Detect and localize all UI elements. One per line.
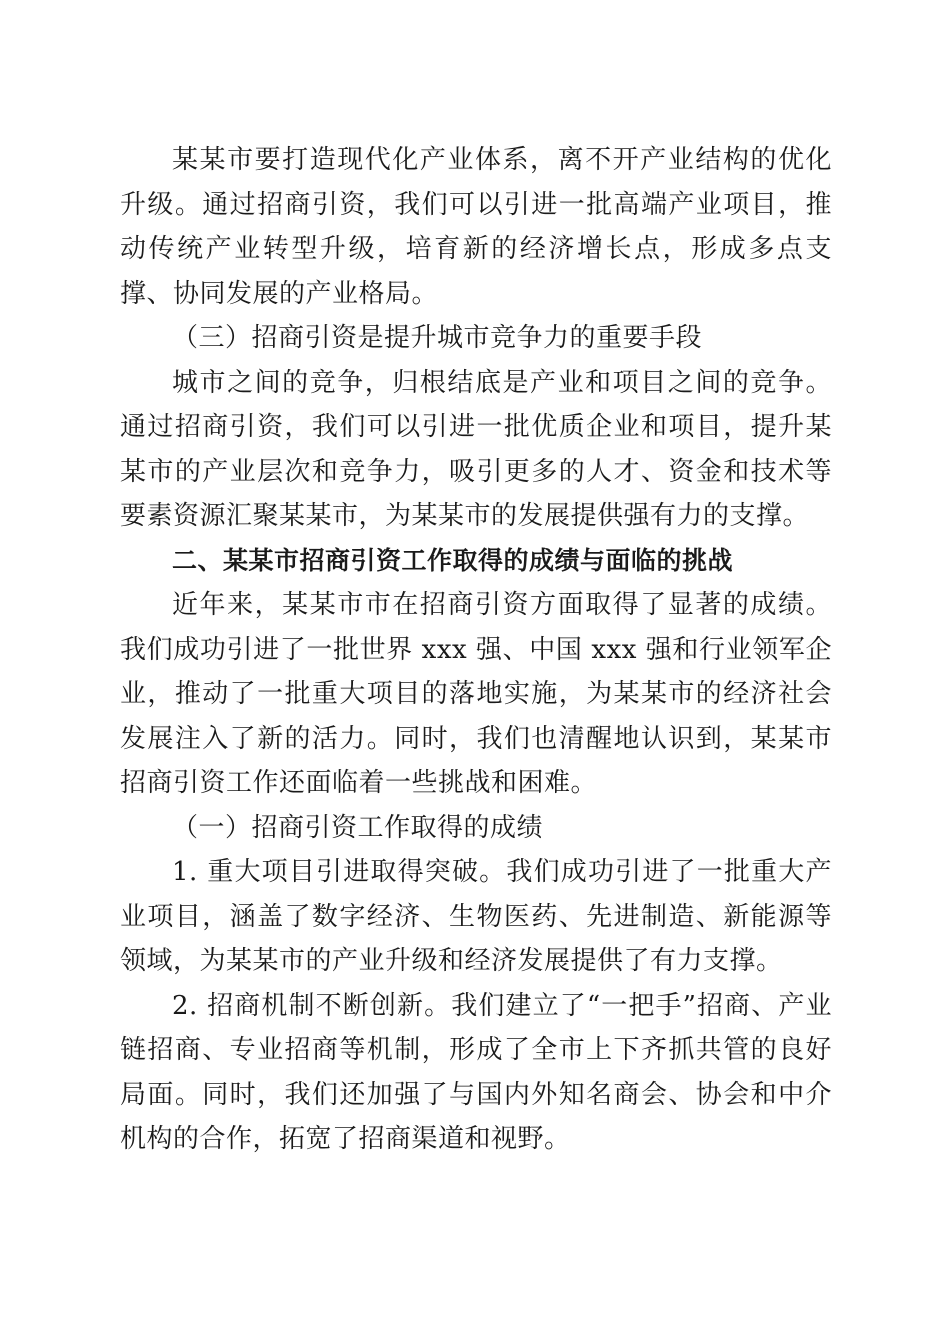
subheading-achievements: （一）招商引资工作取得的成绩 xyxy=(172,812,544,843)
paragraph-mechanism-innovation: 2. 招商机制不断创新。我们建立了“一把手”招商、产业链招商、专业招商等机制，形成了全市上下齐抓共管的良好局面。同时，我们还加强了与国内外知名商会、协会和中介机构的合作，拓宽了招商渠道和视野。 xyxy=(120,990,832,1154)
section-heading-achievements-challenges: 二、某某市招商引资工作取得的成绩与面临的挑战 xyxy=(172,545,734,575)
document-body xyxy=(120,138,832,1162)
paragraph-major-projects: 1. 重大项目引进取得突破。我们成功引进了一批重大产业项目，涵盖了数字经济、生物医药、先进制造、新能源等领域，为某某市的产业升级和经济发展提供了有力支撑。 xyxy=(120,857,832,976)
subheading-city-competitiveness: （三）招商引资是提升城市竞争力的重要手段 xyxy=(172,323,703,353)
paragraph-industry-structure: 某某市要打造现代化产业体系，离不开产业结构的优化升级。通过招商引资，我们可以引进一批高端产业项目，推动传统产业转型升级，培育新的经济增长点，形成多点支撑、协同发展的产业格局。 xyxy=(120,145,832,309)
paragraph-recent-achievements: 近年来，某某市市在招商引资方面取得了显著的成绩。我们成功引进了一批世界 xxx 强、中国 xxx 强和行业领军企业，推动了一批重大项目的落地实施，为某某市的经济社会发展注入了新的活力。同时，我们也清醒地认识到，某某市招商引资工作还面临着一些挑战和困难。 xyxy=(120,590,832,798)
paragraph-city-competition: 城市之间的竞争，归根结底是产业和项目之间的竞争。通过招商引资，我们可以引进一批优质企业和项目，提升某某市的产业层次和竞争力，吸引更多的人才、资金和技术等要素资源汇聚某某市，为某某市的发展提供强有力的支撑。 xyxy=(120,367,832,531)
